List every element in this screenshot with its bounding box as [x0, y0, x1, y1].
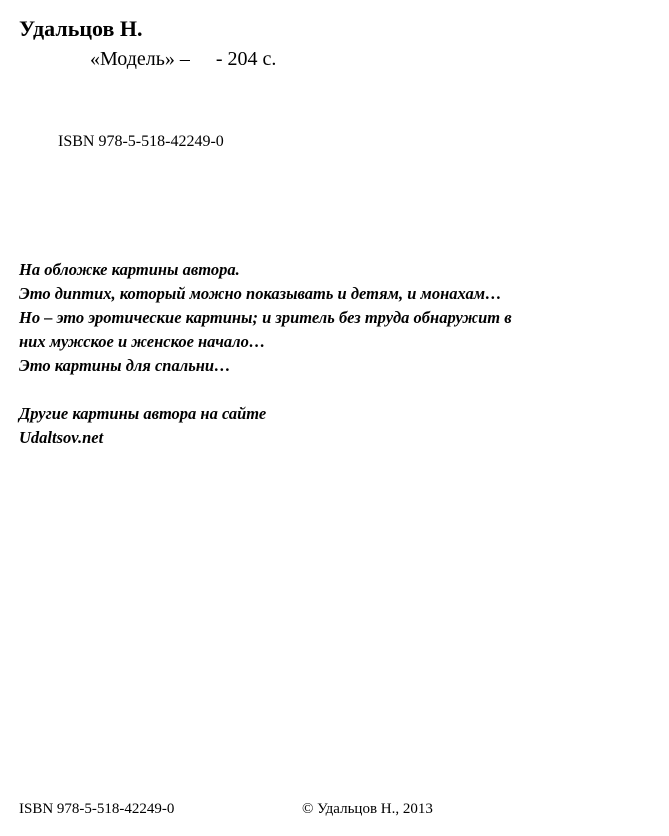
footer-copyright: © Удальцов Н., 2013 — [302, 801, 433, 817]
annotation-line: На обложке картины автора. — [19, 260, 240, 279]
site-url: Udaltsov.net — [19, 428, 104, 447]
annotation-line: них мужское и женское начало… — [19, 332, 266, 351]
footer-isbn: ISBN 978-5-518-42249-0 — [19, 801, 175, 817]
author-name: Удальцов Н. — [19, 16, 143, 41]
book-title: «Модель» – — [90, 48, 190, 70]
annotation-spacer — [19, 378, 659, 402]
title-line — [90, 48, 276, 71]
annotation-block — [19, 258, 659, 450]
annotation-line: Это картины для спальни… — [19, 356, 231, 375]
isbn-top: ISBN 978-5-518-42249-0 — [58, 133, 224, 150]
annotation-line: Но – это эротические картины; и зритель без труда обнаружит в — [19, 308, 512, 327]
site-note-line: Другие картины автора на сайте — [19, 404, 267, 423]
annotation-line: Это диптих, который можно показывать и детям, и монахам… — [19, 284, 502, 303]
page-count: - 204 с. — [215, 48, 277, 70]
